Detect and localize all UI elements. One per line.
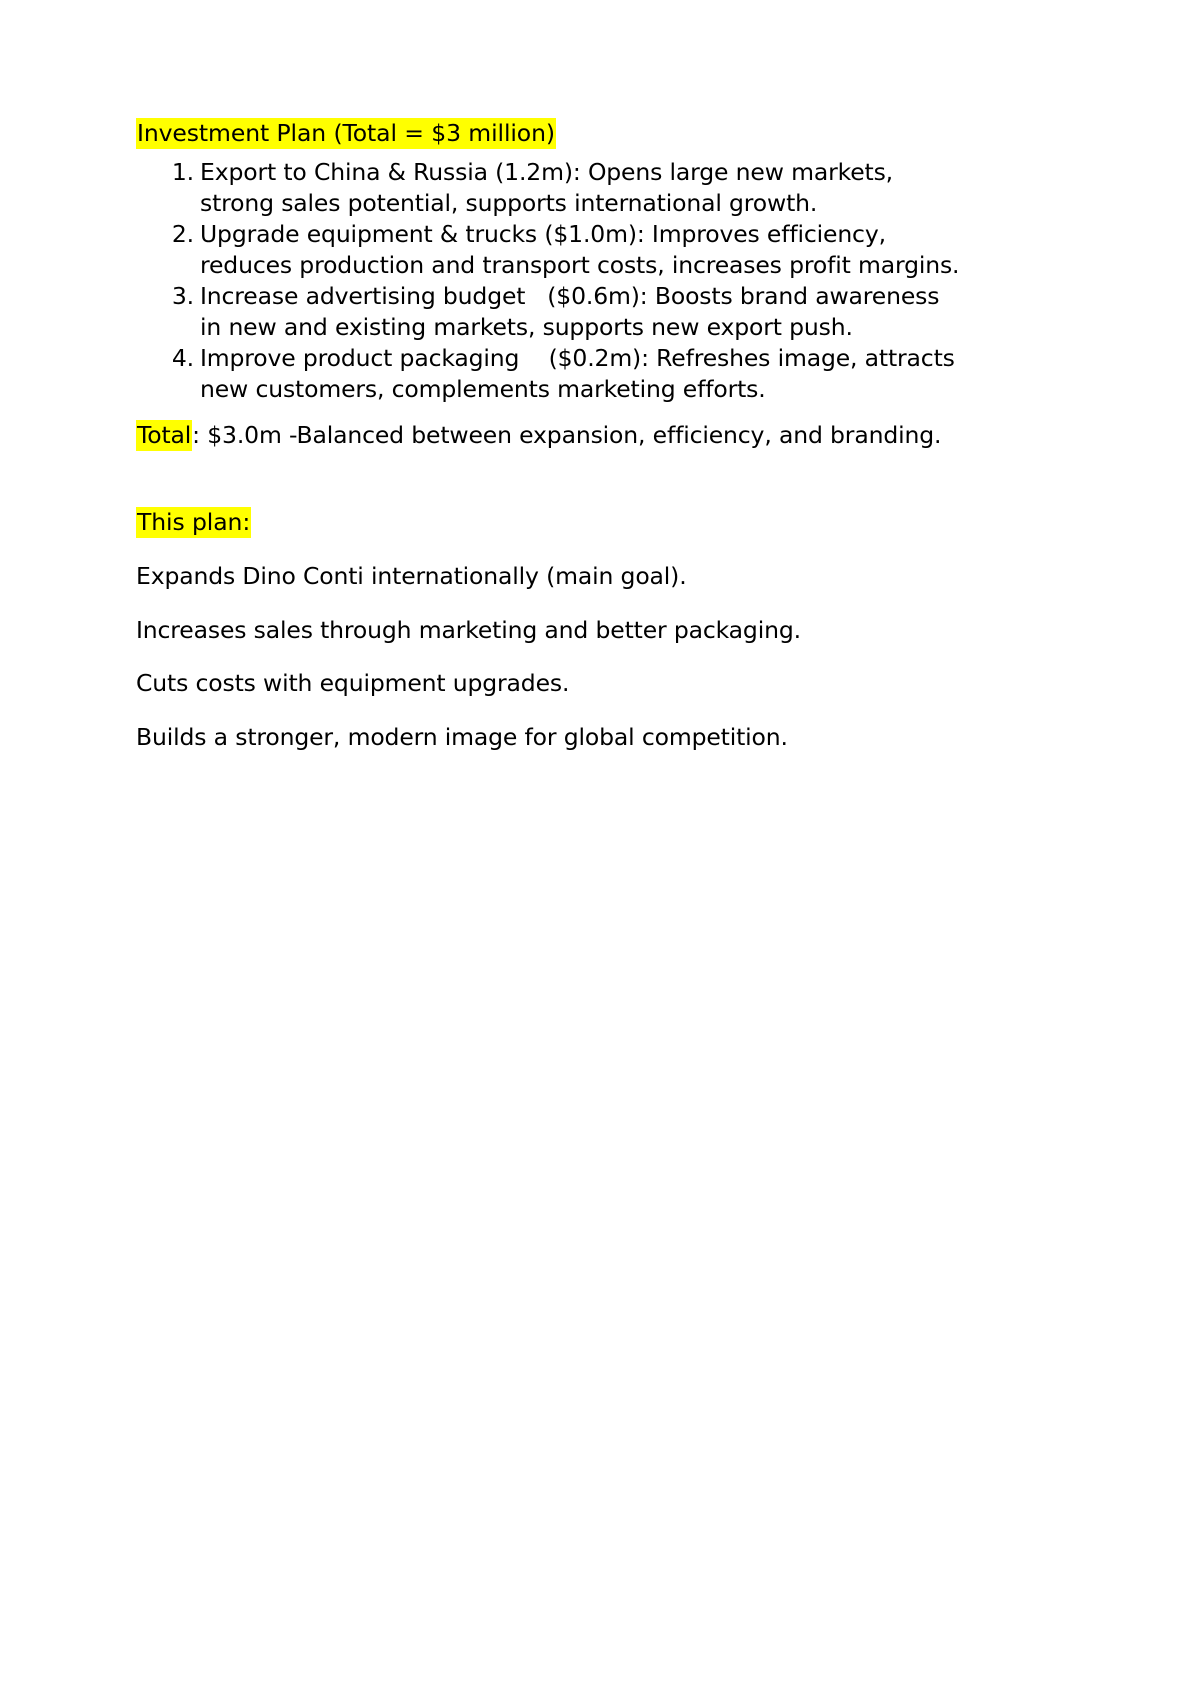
list-item xyxy=(136,157,962,218)
list-item xyxy=(136,219,962,280)
this-plan-paragraph: Increases sales through marketing and better packaging. xyxy=(136,615,801,644)
investment-plan-list xyxy=(136,157,962,404)
this-plan-heading-highlight: This plan: xyxy=(137,507,251,536)
list-item-text: Upgrade equipment & trucks ($1.0m): Improves efficiency, reduces production and transport costs, increases profit margins. xyxy=(200,220,960,279)
this-plan-paragraph: Expands Dino Conti internationally (main goal). xyxy=(136,561,687,590)
list-item-text: Export to China & Russia (1.2m): Opens large new markets, strong sales potential, supports international growth. xyxy=(200,158,901,217)
this-plan-paragraph: Cuts costs with equipment upgrades. xyxy=(136,669,570,698)
list-item-text: Increase advertising budget ($0.6m): Boosts brand awareness in new and existing markets, supports new export push. xyxy=(200,282,947,341)
total-label-highlight: Total xyxy=(137,421,192,450)
list-item xyxy=(136,343,962,404)
this-plan-heading xyxy=(136,507,962,538)
this-plan-paragraph: Builds a stronger, modern image for global competition. xyxy=(136,722,788,751)
list-item-text: Improve product packaging ($0.2m): Refreshes image, attracts new customers, complements marketing efforts. xyxy=(200,344,963,403)
list-item xyxy=(136,281,962,342)
total-line-rest: : $3.0m -Balanced between expansion, efficiency, and branding. xyxy=(192,421,942,450)
page-title xyxy=(136,118,962,149)
document-content xyxy=(136,118,962,752)
page-title-highlight: Investment Plan (Total = $3 million) xyxy=(137,119,555,147)
total-line xyxy=(136,420,962,451)
section-spacer xyxy=(136,451,962,507)
